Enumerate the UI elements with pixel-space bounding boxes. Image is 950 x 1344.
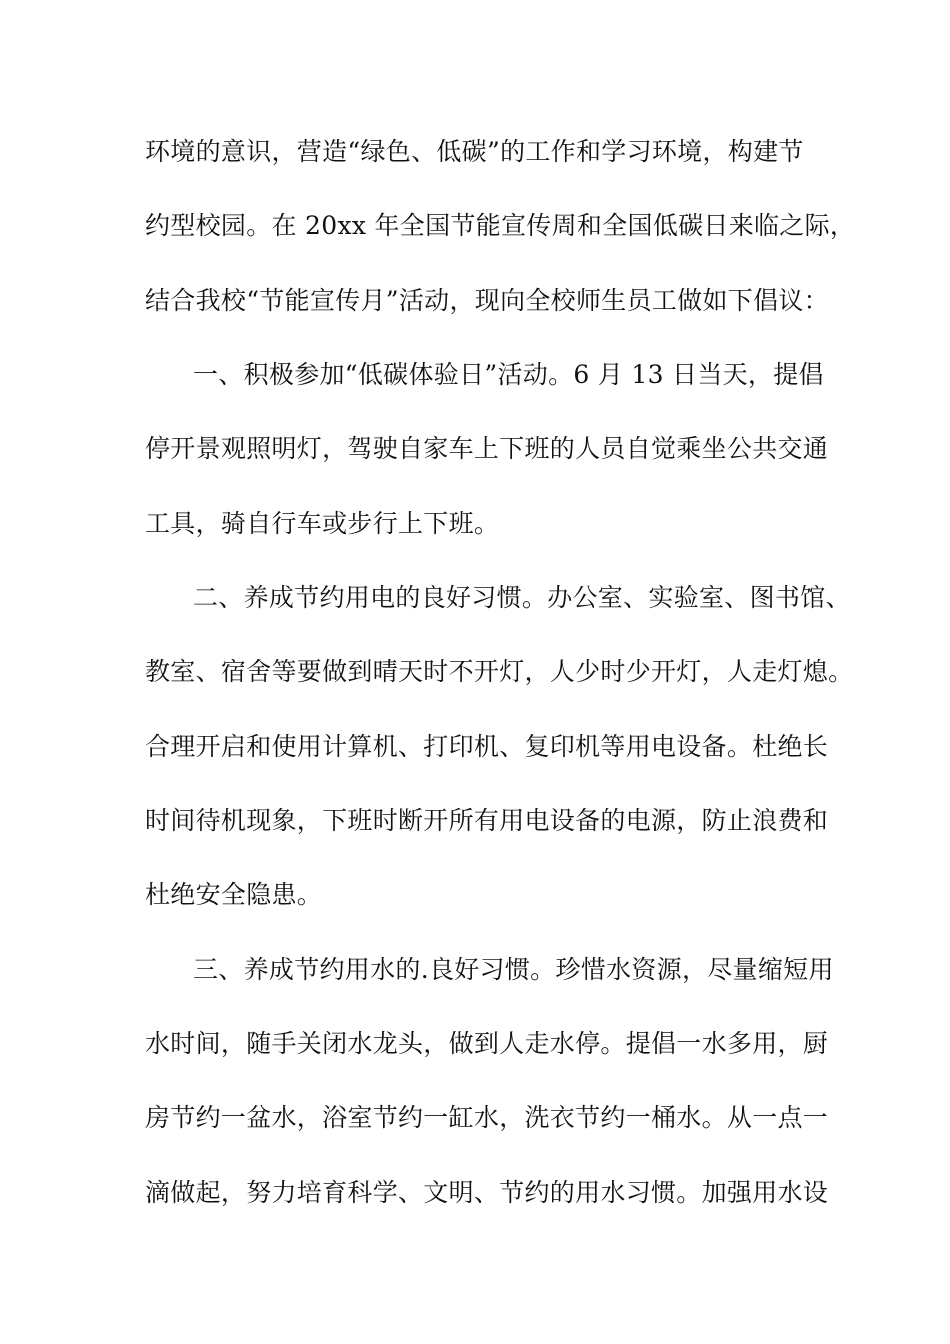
text-line: 时间待机现象，下班时断开所有用电设备的电源，防止浪费和 bbox=[145, 806, 829, 835]
text-line: 滴做起，努力培育科学、文明、节约的用水习惯。加强用水设 bbox=[145, 1178, 829, 1207]
text-line: 结合我校“节能宣传月”活动，现向全校师生员工做如下倡议： bbox=[145, 286, 829, 315]
paragraph-three-start: 三、养成节约用水的.良好习惯。珍惜水资源，尽量缩短用 bbox=[193, 955, 834, 984]
text-line: 工具，骑自行车或步行上下班。 bbox=[145, 509, 500, 538]
text-line: 杜绝安全隐患。 bbox=[145, 880, 323, 909]
text-line: 教室、宿舍等要做到晴天时不开灯，人少时少开灯，人走灯熄。 bbox=[145, 657, 854, 686]
text-line: 约型校园。在 20xx 年全国节能宣传周和全国低碳日来临之际， bbox=[145, 211, 856, 240]
paragraph-two-start: 二、养成节约用电的良好习惯。办公室、实验室、图书馆、 bbox=[193, 583, 851, 612]
text-line: 停开景观照明灯，驾驶自家车上下班的人员自觉乘坐公共交通 bbox=[145, 434, 829, 463]
text-line: 房节约一盆水，浴室节约一缸水，洗衣节约一桶水。从一点一 bbox=[145, 1103, 829, 1132]
text-line: 合理开启和使用计算机、打印机、复印机等用电设备。杜绝长 bbox=[145, 732, 829, 761]
text-line: 环境的意识，营造“绿色、低碳”的工作和学习环境，构建节 bbox=[145, 137, 804, 166]
text-line: 水时间，随手关闭水龙头，做到人走水停。提倡一水多用，厨 bbox=[145, 1029, 829, 1058]
paragraph-one-start: 一、积极参加“低碳体验日”活动。6 月 13 日当天，提倡 bbox=[193, 360, 824, 389]
